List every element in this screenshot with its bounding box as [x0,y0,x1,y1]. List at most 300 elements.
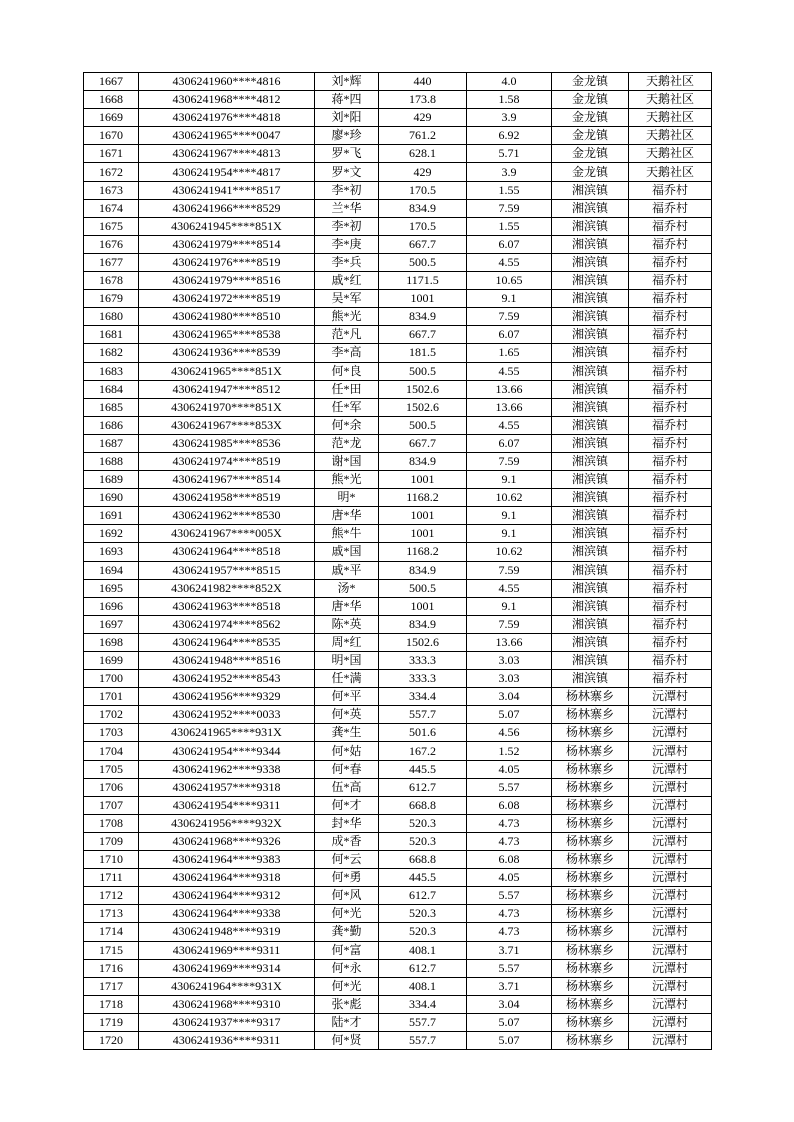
table-row [84,579,712,597]
amount-cell: 834.9 [379,615,467,633]
amount-cell: 1171.5 [379,272,467,290]
township-cell: 金龙镇 [552,73,629,91]
id-number-cell: 4306241972****8519 [139,290,315,308]
row-number-cell: 1716 [84,959,139,977]
village-cell: 福乔村 [629,362,712,380]
amount-cell: 500.5 [379,416,467,434]
value-cell: 3.71 [467,941,552,959]
amount-cell: 501.6 [379,724,467,742]
village-cell: 福乔村 [629,452,712,470]
name-cell: 吴*军 [315,290,379,308]
township-cell: 杨林寨乡 [552,1031,629,1049]
amount-cell: 334.4 [379,688,467,706]
village-cell: 福乔村 [629,308,712,326]
id-number-cell: 4306241964****9312 [139,887,315,905]
id-number-cell: 4306241965****8538 [139,326,315,344]
amount-cell: 668.8 [379,796,467,814]
township-cell: 湘滨镇 [552,380,629,398]
table-row [84,73,712,91]
value-cell: 4.73 [467,814,552,832]
value-cell: 9.1 [467,471,552,489]
amount-cell: 334.4 [379,995,467,1013]
table-row [84,706,712,724]
id-number-cell: 4306241968****9326 [139,832,315,850]
row-number-cell: 1706 [84,778,139,796]
table-row [84,760,712,778]
table-row [84,181,712,199]
table-row [84,977,712,995]
village-cell: 福乔村 [629,543,712,561]
village-cell: 沅潭村 [629,869,712,887]
id-number-cell: 4306241954****9344 [139,742,315,760]
value-cell: 4.56 [467,724,552,742]
township-cell: 湘滨镇 [552,217,629,235]
amount-cell: 612.7 [379,959,467,977]
row-number-cell: 1667 [84,73,139,91]
value-cell: 3.03 [467,652,552,670]
id-number-cell: 4306241970****851X [139,398,315,416]
amount-cell: 170.5 [379,217,467,235]
value-cell: 4.73 [467,905,552,923]
name-cell: 成*香 [315,832,379,850]
value-cell: 7.59 [467,615,552,633]
value-cell: 10.62 [467,489,552,507]
name-cell: 唐*华 [315,597,379,615]
amount-cell: 408.1 [379,941,467,959]
id-number-cell: 4306241969****9314 [139,959,315,977]
id-number-cell: 4306241979****8516 [139,272,315,290]
name-cell: 何*永 [315,959,379,977]
township-cell: 湘滨镇 [552,398,629,416]
township-cell: 杨林寨乡 [552,869,629,887]
village-cell: 沅潭村 [629,1013,712,1031]
row-number-cell: 1687 [84,434,139,452]
value-cell: 1.55 [467,217,552,235]
township-cell: 湘滨镇 [552,290,629,308]
value-cell: 10.65 [467,272,552,290]
township-cell: 湘滨镇 [552,652,629,670]
name-cell: 张*彪 [315,995,379,1013]
amount-cell: 1001 [379,471,467,489]
id-number-cell: 4306241979****8514 [139,235,315,253]
id-number-cell: 4306241965****0047 [139,127,315,145]
township-cell: 杨林寨乡 [552,977,629,995]
amount-cell: 520.3 [379,905,467,923]
table-row [84,561,712,579]
name-cell: 何*良 [315,362,379,380]
name-cell: 李*初 [315,181,379,199]
table-row [84,109,712,127]
amount-cell: 668.8 [379,851,467,869]
name-cell: 周*红 [315,633,379,651]
value-cell: 7.59 [467,199,552,217]
id-number-cell: 4306241941****8517 [139,181,315,199]
row-number-cell: 1703 [84,724,139,742]
township-cell: 金龙镇 [552,127,629,145]
table-row [84,272,712,290]
name-cell: 罗*飞 [315,145,379,163]
value-cell: 6.07 [467,326,552,344]
table-row [84,832,712,850]
value-cell: 3.9 [467,163,552,181]
table-row [84,326,712,344]
id-number-cell: 4306241947****8512 [139,380,315,398]
table-row [84,688,712,706]
township-cell: 杨林寨乡 [552,887,629,905]
township-cell: 湘滨镇 [552,543,629,561]
amount-cell: 1502.6 [379,380,467,398]
name-cell: 范*龙 [315,434,379,452]
row-number-cell: 1685 [84,398,139,416]
village-cell: 福乔村 [629,561,712,579]
name-cell: 刘*辉 [315,73,379,91]
township-cell: 湘滨镇 [552,272,629,290]
id-number-cell: 4306241967****005X [139,525,315,543]
name-cell: 何*姑 [315,742,379,760]
village-cell: 福乔村 [629,670,712,688]
id-number-cell: 4306241952****0033 [139,706,315,724]
row-number-cell: 1682 [84,344,139,362]
table-row [84,380,712,398]
village-cell: 沅潭村 [629,796,712,814]
village-cell: 福乔村 [629,652,712,670]
table-row [84,615,712,633]
table-row [84,724,712,742]
name-cell: 罗*文 [315,163,379,181]
value-cell: 4.73 [467,832,552,850]
table-row [84,290,712,308]
village-cell: 福乔村 [629,272,712,290]
township-cell: 杨林寨乡 [552,851,629,869]
amount-cell: 834.9 [379,452,467,470]
value-cell: 1.52 [467,742,552,760]
row-number-cell: 1717 [84,977,139,995]
table-row [84,869,712,887]
table-row [84,308,712,326]
table-row [84,507,712,525]
amount-cell: 500.5 [379,253,467,271]
amount-cell: 520.3 [379,814,467,832]
township-cell: 湘滨镇 [552,561,629,579]
amount-cell: 557.7 [379,706,467,724]
id-number-cell: 4306241976****4818 [139,109,315,127]
village-cell: 沅潭村 [629,688,712,706]
id-number-cell: 4306241964****8535 [139,633,315,651]
village-cell: 沅潭村 [629,887,712,905]
township-cell: 湘滨镇 [552,434,629,452]
amount-cell: 440 [379,73,467,91]
id-number-cell: 4306241937****9317 [139,1013,315,1031]
township-cell: 金龙镇 [552,109,629,127]
township-cell: 湘滨镇 [552,471,629,489]
table-row [84,362,712,380]
id-number-cell: 4306241957****8515 [139,561,315,579]
row-number-cell: 1672 [84,163,139,181]
village-cell: 沅潭村 [629,977,712,995]
name-cell: 何*光 [315,905,379,923]
row-number-cell: 1691 [84,507,139,525]
row-number-cell: 1679 [84,290,139,308]
value-cell: 13.66 [467,633,552,651]
id-number-cell: 4306241962****8530 [139,507,315,525]
data-table [83,72,712,1050]
id-number-cell: 4306241969****9311 [139,941,315,959]
value-cell: 5.07 [467,1013,552,1031]
id-number-cell: 4306241968****9310 [139,995,315,1013]
table-row [84,796,712,814]
name-cell: 李*庚 [315,235,379,253]
name-cell: 任*田 [315,380,379,398]
village-cell: 福乔村 [629,489,712,507]
table-row [84,652,712,670]
township-cell: 杨林寨乡 [552,995,629,1013]
id-number-cell: 4306241964****9338 [139,905,315,923]
name-cell: 何*富 [315,941,379,959]
village-cell: 沅潭村 [629,851,712,869]
row-number-cell: 1669 [84,109,139,127]
village-cell: 沅潭村 [629,778,712,796]
row-number-cell: 1707 [84,796,139,814]
value-cell: 5.57 [467,887,552,905]
village-cell: 天鹅社区 [629,109,712,127]
table-row [84,742,712,760]
amount-cell: 1502.6 [379,398,467,416]
row-number-cell: 1671 [84,145,139,163]
row-number-cell: 1690 [84,489,139,507]
name-cell: 刘*阳 [315,109,379,127]
value-cell: 5.71 [467,145,552,163]
name-cell: 戚*平 [315,561,379,579]
amount-cell: 167.2 [379,742,467,760]
township-cell: 湘滨镇 [552,670,629,688]
amount-cell: 1001 [379,507,467,525]
id-number-cell: 4306241965****851X [139,362,315,380]
value-cell: 5.57 [467,778,552,796]
township-cell: 湘滨镇 [552,452,629,470]
value-cell: 3.04 [467,995,552,1013]
id-number-cell: 4306241956****932X [139,814,315,832]
amount-cell: 667.7 [379,235,467,253]
id-number-cell: 4306241964****9383 [139,851,315,869]
id-number-cell: 4306241948****9319 [139,923,315,941]
value-cell: 4.05 [467,869,552,887]
table-row [84,235,712,253]
amount-cell: 181.5 [379,344,467,362]
township-cell: 杨林寨乡 [552,959,629,977]
id-number-cell: 4306241960****4816 [139,73,315,91]
township-cell: 湘滨镇 [552,199,629,217]
village-cell: 沅潭村 [629,742,712,760]
id-number-cell: 4306241985****8536 [139,434,315,452]
township-cell: 杨林寨乡 [552,724,629,742]
village-cell: 福乔村 [629,199,712,217]
table-row [84,851,712,869]
name-cell: 何*平 [315,688,379,706]
value-cell: 13.66 [467,398,552,416]
id-number-cell: 4306241956****9329 [139,688,315,706]
township-cell: 湘滨镇 [552,308,629,326]
amount-cell: 834.9 [379,561,467,579]
name-cell: 何*贤 [315,1031,379,1049]
table-body [84,73,712,1050]
row-number-cell: 1694 [84,561,139,579]
row-number-cell: 1677 [84,253,139,271]
village-cell: 天鹅社区 [629,73,712,91]
value-cell: 4.55 [467,579,552,597]
village-cell: 福乔村 [629,633,712,651]
amount-cell: 834.9 [379,199,467,217]
amount-cell: 520.3 [379,923,467,941]
value-cell: 5.07 [467,706,552,724]
value-cell: 3.04 [467,688,552,706]
id-number-cell: 4306241952****8543 [139,670,315,688]
row-number-cell: 1699 [84,652,139,670]
township-cell: 杨林寨乡 [552,1013,629,1031]
amount-cell: 667.7 [379,434,467,452]
id-number-cell: 4306241968****4812 [139,91,315,109]
row-number-cell: 1705 [84,760,139,778]
name-cell: 熊*光 [315,471,379,489]
amount-cell: 520.3 [379,832,467,850]
row-number-cell: 1683 [84,362,139,380]
amount-cell: 429 [379,109,467,127]
value-cell: 3.71 [467,977,552,995]
amount-cell: 333.3 [379,652,467,670]
village-cell: 沅潭村 [629,905,712,923]
township-cell: 杨林寨乡 [552,778,629,796]
name-cell: 何*春 [315,760,379,778]
amount-cell: 500.5 [379,579,467,597]
row-number-cell: 1711 [84,869,139,887]
village-cell: 沅潭村 [629,760,712,778]
name-cell: 熊*牛 [315,525,379,543]
amount-cell: 429 [379,163,467,181]
table-row [84,995,712,1013]
name-cell: 李*兵 [315,253,379,271]
table-row [84,416,712,434]
township-cell: 杨林寨乡 [552,905,629,923]
id-number-cell: 4306241964****931X [139,977,315,995]
township-cell: 杨林寨乡 [552,706,629,724]
amount-cell: 628.1 [379,145,467,163]
id-number-cell: 4306241976****8519 [139,253,315,271]
id-number-cell: 4306241948****8516 [139,652,315,670]
row-number-cell: 1700 [84,670,139,688]
village-cell: 福乔村 [629,416,712,434]
township-cell: 湘滨镇 [552,633,629,651]
name-cell: 任*满 [315,670,379,688]
name-cell: 何*余 [315,416,379,434]
id-number-cell: 4306241945****851X [139,217,315,235]
name-cell: 蒋*四 [315,91,379,109]
village-cell: 福乔村 [629,253,712,271]
name-cell: 何*风 [315,887,379,905]
table-row [84,434,712,452]
name-cell: 廖*珍 [315,127,379,145]
table-row [84,525,712,543]
name-cell: 何*光 [315,977,379,995]
value-cell: 4.55 [467,416,552,434]
id-number-cell: 4306241964****9318 [139,869,315,887]
table-row [84,127,712,145]
id-number-cell: 4306241957****9318 [139,778,315,796]
row-number-cell: 1673 [84,181,139,199]
row-number-cell: 1668 [84,91,139,109]
row-number-cell: 1693 [84,543,139,561]
id-number-cell: 4306241936****8539 [139,344,315,362]
value-cell: 4.73 [467,923,552,941]
name-cell: 戚*红 [315,272,379,290]
name-cell: 何*才 [315,796,379,814]
id-number-cell: 4306241958****8519 [139,489,315,507]
village-cell: 天鹅社区 [629,145,712,163]
township-cell: 湘滨镇 [552,416,629,434]
table-row [84,471,712,489]
village-cell: 福乔村 [629,181,712,199]
value-cell: 9.1 [467,597,552,615]
table-row [84,887,712,905]
township-cell: 杨林寨乡 [552,688,629,706]
value-cell: 9.1 [467,525,552,543]
table-row [84,253,712,271]
row-number-cell: 1680 [84,308,139,326]
amount-cell: 612.7 [379,887,467,905]
value-cell: 7.59 [467,452,552,470]
township-cell: 杨林寨乡 [552,923,629,941]
village-cell: 沅潭村 [629,706,712,724]
value-cell: 9.1 [467,290,552,308]
row-number-cell: 1678 [84,272,139,290]
id-number-cell: 4306241980****8510 [139,308,315,326]
name-cell: 明* [315,489,379,507]
village-cell: 福乔村 [629,597,712,615]
amount-cell: 445.5 [379,869,467,887]
village-cell: 沅潭村 [629,1031,712,1049]
village-cell: 沅潭村 [629,941,712,959]
amount-cell: 557.7 [379,1031,467,1049]
table-row [84,489,712,507]
township-cell: 杨林寨乡 [552,796,629,814]
township-cell: 湘滨镇 [552,489,629,507]
table-row [84,1013,712,1031]
id-number-cell: 4306241982****852X [139,579,315,597]
amount-cell: 1001 [379,525,467,543]
amount-cell: 1168.2 [379,489,467,507]
table-row [84,398,712,416]
row-number-cell: 1715 [84,941,139,959]
amount-cell: 834.9 [379,308,467,326]
village-cell: 福乔村 [629,398,712,416]
id-number-cell: 4306241962****9338 [139,760,315,778]
township-cell: 湘滨镇 [552,235,629,253]
amount-cell: 500.5 [379,362,467,380]
name-cell: 汤* [315,579,379,597]
value-cell: 3.9 [467,109,552,127]
table-row [84,597,712,615]
row-number-cell: 1688 [84,452,139,470]
value-cell: 1.65 [467,344,552,362]
row-number-cell: 1719 [84,1013,139,1031]
name-cell: 谢*国 [315,452,379,470]
table-row [84,670,712,688]
village-cell: 天鹅社区 [629,163,712,181]
name-cell: 唐*华 [315,507,379,525]
id-number-cell: 4306241967****853X [139,416,315,434]
amount-cell: 761.2 [379,127,467,145]
id-number-cell: 4306241967****8514 [139,471,315,489]
amount-cell: 557.7 [379,1013,467,1031]
township-cell: 金龙镇 [552,145,629,163]
